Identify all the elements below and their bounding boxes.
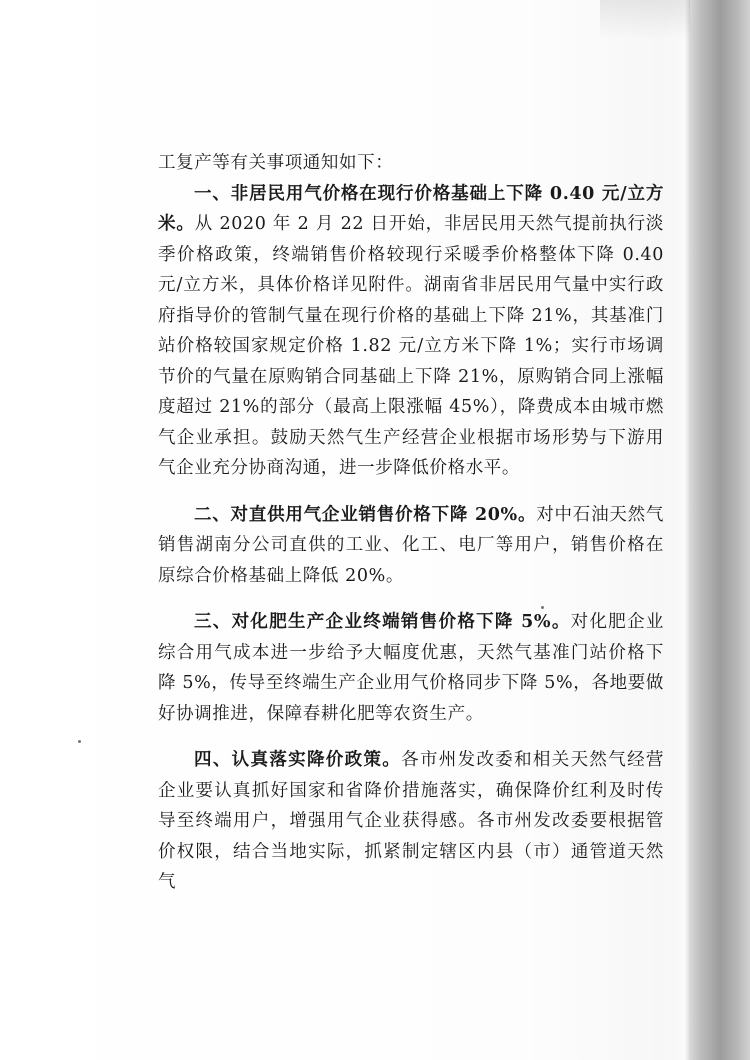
paragraph-2-heading: 二、对直供用气企业销售价格下降 20%。 — [194, 504, 537, 525]
paragraph-3-body: 对化肥企业综合用气成本进一步给予大幅度优惠，天然气基准门站价格下降 5%，传导至终端生产企业用气价格同步下降 5%，各地要做好协调推进，保障春耕化肥等农资生产。 — [158, 612, 665, 724]
intro-line: 工复产等有关事项通知如下： — [158, 153, 394, 173]
paragraph-3-heading: 三、对化肥生产企业终端销售价格下降 5%。 — [194, 612, 571, 632]
paragraph-1 — [158, 179, 664, 484]
paragraph-4 — [158, 745, 664, 898]
scan-shadow — [600, 0, 690, 40]
scanner-edge — [684, 0, 750, 1060]
paragraph-1-body: 从 2020 年 2 月 22 日开始，非居民用天然气提前执行淡季价格政策，终端销售价格较现行采暖季价格整体下降 0.40 元/立方米，具体价格详见附件。湖南省非居民用气量中实行政府指导价的管制气量在现行价格的基础上下降 21%，其基准门站价格较国家规定价格 1.82 元/立方米下降 1%；实行市场调节价的气量在原购销合同基础上下降 21%，原购销合同上涨幅度超过 21%的部分（最高上限涨幅 45%），降费成本由城市燃气企业承担。鼓励天然气生产经营企业根据市场形势与下游用气企业充分协商沟通，进一步降低价格水平。 — [158, 214, 665, 478]
document-body — [158, 148, 664, 898]
paragraph-3 — [158, 607, 664, 729]
paragraph-4-heading: 四、认真落实降价政策。 — [194, 750, 402, 770]
scan-speck — [78, 740, 81, 743]
paragraph-2 — [158, 500, 664, 592]
paragraph-1-heading: 一、非居民用气价格在现行价格基础上下降 0.40 元/立方米。 — [158, 183, 664, 234]
paragraph-4-body: 各市州发改委和相关天然气经营企业要认真抓好国家和省降价措施落实，确保降价红利及时传导至终端用户，增强用气企业获得感。各市州发改委要根据管价权限，结合当地实际，抓紧制定辖区内县（市）通管道天然气 — [158, 750, 664, 892]
paragraph-2-body: 对中石油天然气销售湖南分公司直供的工业、化工、电厂等用户，销售价格在原综合价格基础上降低 20%。 — [158, 504, 665, 586]
